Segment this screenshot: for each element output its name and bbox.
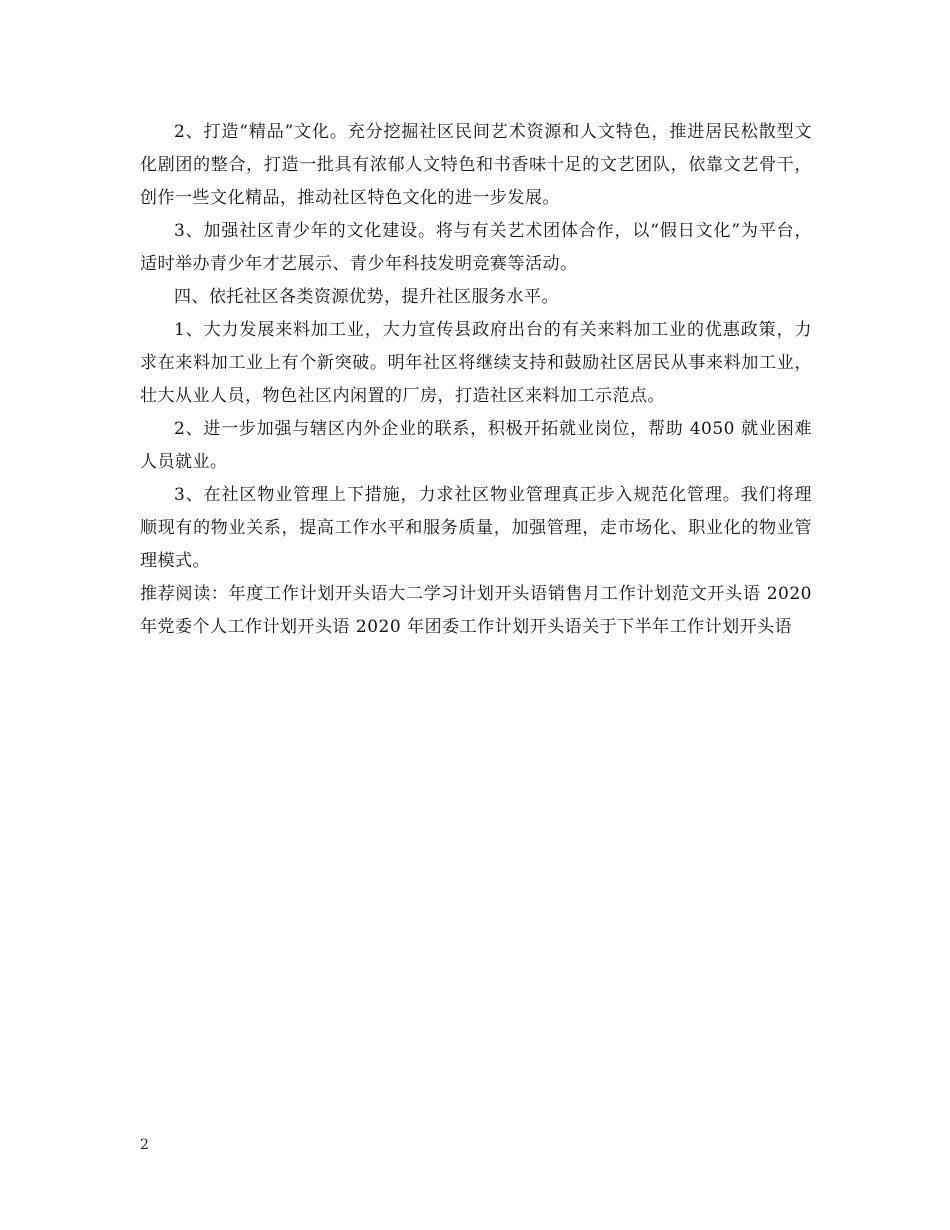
page-number: 2 <box>140 1137 149 1153</box>
document-body <box>140 116 812 644</box>
paragraph-property-management: 3、在社区物业管理上下措施，力求社区物业管理真正步入规范化管理。我们将理顺现有的物业关系，提高工作水平和服务质量，加强管理，走市场化、职业化的物业管理模式。 <box>140 485 812 571</box>
paragraph-processing-industry: 1、大力发展来料加工业，大力宣传县政府出台的有关来料加工业的优惠政策，力求在来料加工业上有个新突破。明年社区将继续支持和鼓励社区居民从事来料加工业，壮大从业人员，物色社区内闲置的厂房，打造社区来料加工示范点。 <box>140 320 812 406</box>
section-heading-community-service: 四、依托社区各类资源优势，提升社区服务水平。 <box>174 287 559 307</box>
paragraph-youth-culture: 3、加强社区青少年的文化建设。将与有关艺术团体合作，以“假日文化”为平台，适时举办青少年才艺展示、青少年科技发明竞赛等活动。 <box>140 221 812 274</box>
paragraph-employment: 2、进一步加强与辖区内外企业的联系，积极开拓就业岗位，帮助 4050 就业困难人员就业。 <box>140 419 812 472</box>
recommended-reading: 推荐阅读：年度工作计划开头语大二学习计划开头语销售月工作计划范文开头语 2020 年党委个人工作计划开头语 2020 年团委工作计划开头语关于下半年工作计划开头语 <box>140 584 812 637</box>
paragraph-cultural-boutique: 2、打造“精品”文化。充分挖掘社区民间艺术资源和人文特色，推进居民松散型文化剧团的整合，打造一批具有浓郁人文特色和书香味十足的文艺团队，依靠文艺骨干，创作一些文化精品，推动社区特色文化的进一步发展。 <box>140 122 812 208</box>
